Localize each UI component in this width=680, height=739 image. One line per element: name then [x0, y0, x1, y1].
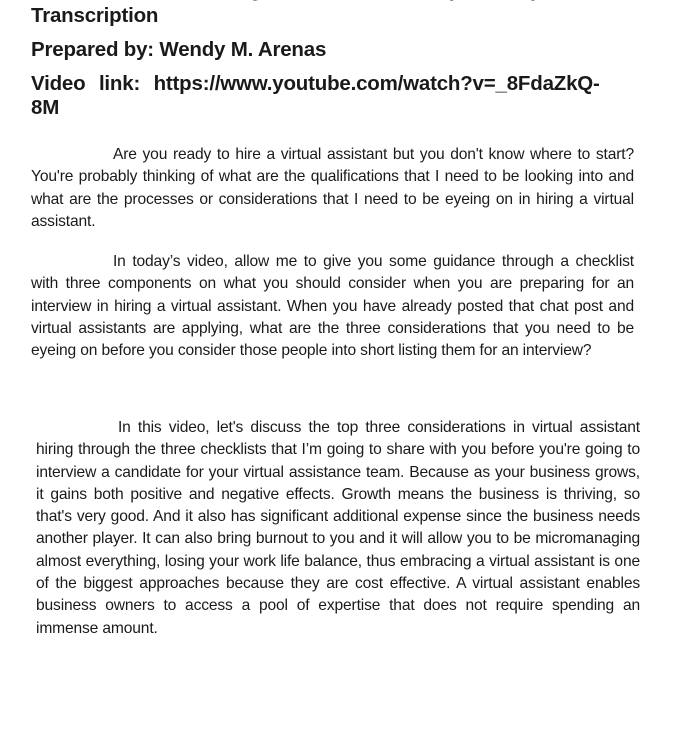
prepared-by-heading: Prepared by: Wendy M. Arenas [31, 38, 327, 61]
video-link-label: Video link: [31, 72, 141, 95]
paragraph-guidance [31, 251, 634, 362]
paragraph-text: Are you ready to hire a virtual assistant but you don't know where to start? You're probably thinking of what are the qualifications that I need to be looking into and what are the processes or considerations that I need to be eyeing on in hiring a virtual assistant. [31, 146, 634, 230]
paragraph-text: In today’s video, allow me to give you some guidance through a checklist with three components on what you should consider when you are preparing for an interview in hiring a virtual assistant. When you have already posted that chat post and virtual assistants are applying, what are the three considerations that you need to be eyeing on before you consider those people into short listing them for an interview? [31, 253, 634, 360]
paragraph-intro [31, 144, 634, 233]
transcription-heading: Transcription [31, 4, 159, 27]
document-title-clipped [31, 0, 543, 2]
video-link-heading [31, 72, 621, 120]
paragraph-considerations [36, 417, 640, 640]
paragraph-text: In this video, let's discuss the top three considerations in virtual assistant hiring through the three checklists that I’m going to share with you before you're going to interview a candidate for your virtual assistance team. Because as your business grows, it gains both positive and negative effects. Growth means the business is thriving, so that's very good. And it also has significant additional expense since the business needs another player. It can also bring burnout to you and it will allow you to be micromanaging almost everything, losing your work life balance, thus embracing a virtual assistant is one of the biggest approaches because they are cost effective. A virtual assistant enables business owners to access a pool of expertise that does not require spending an immense amount. [36, 419, 640, 637]
video-link-url[interactable]: https://www.youtube.com/watch?v=_8FdaZkQ-8M [31, 72, 600, 119]
